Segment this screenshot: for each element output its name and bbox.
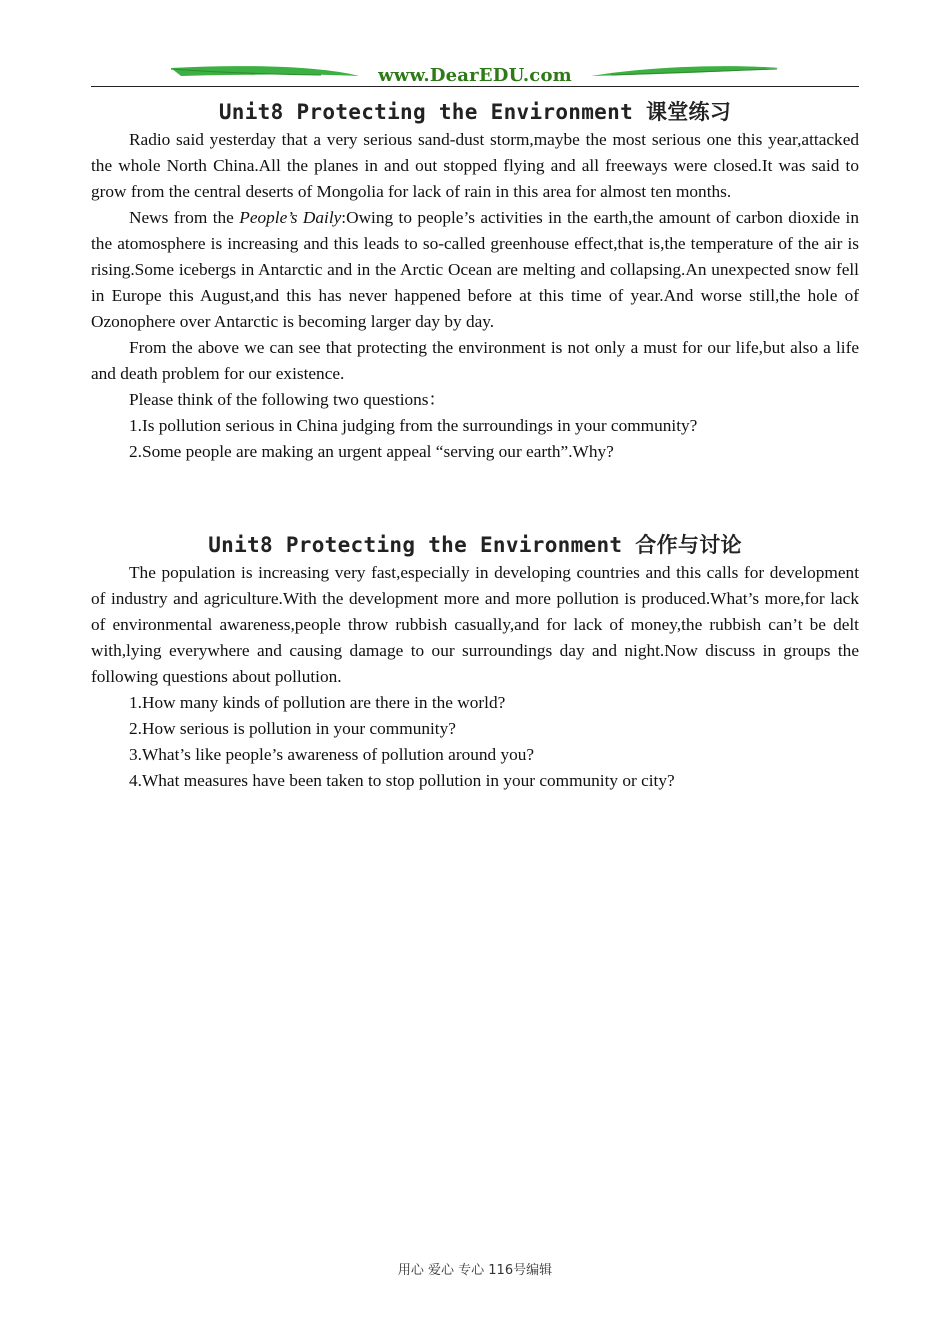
para2-prefix: News from the bbox=[129, 208, 240, 227]
section1-paragraph-3: From the above we can see that protecting the environment is not only a must for our life,but also a life and death problem for our existence. bbox=[91, 338, 859, 383]
main-content bbox=[91, 97, 859, 794]
section2-question-2: 2.How serious is pollution in your community? bbox=[129, 719, 456, 738]
newspaper-name: People’s Daily bbox=[239, 208, 342, 227]
header-rule bbox=[91, 86, 859, 87]
page-footer: 用心 爱心 专心 116号编辑 bbox=[397, 1263, 553, 1278]
header-url-logo: www.DearEDU.com bbox=[378, 65, 572, 86]
section1-title: Unit8 Protecting the Environment 课堂练习 bbox=[218, 100, 732, 124]
para2-body: :Owing to people’s activities in the earth,the amount of carbon dioxide in the atomosphere is increasing and this leads to so-called greenhouse effect,that is,the temperature of the air is rising.Some icebergs in Antarctic and in the Arctic Ocean are melting and collapsing.An unexpected snow fell in Europe this August,and this has never happened before at this time of year.And worse still,the hole of Ozonophere over Antarctic is becoming larger day by day. bbox=[91, 208, 859, 331]
section1-question-2: 2.Some people are making an urgent appeal “serving our earth”.Why? bbox=[129, 442, 614, 461]
section2-question-1: 1.How many kinds of pollution are there in the world? bbox=[129, 693, 506, 712]
section1-paragraph-1: Radio said yesterday that a very serious sand-dust storm,maybe the most serious one this year,attacked the whole North China.All the planes in and out stopped flying and all freeways were closed.It was said to grow from the central deserts of Mongolia for lack of rain in this area for almost ten months. bbox=[91, 130, 859, 201]
section2-question-4: 4.What measures have been taken to stop pollution in your community or city? bbox=[129, 771, 675, 790]
section2-paragraph-1: The population is increasing very fast,especially in developing countries and this calls for development of industry and agriculture.With the development more and more pollution is produced.What’s more,for lack of environmental awareness,people throw rubbish casually,and for lack of money,the rubbish can’t be delt with,lying everywhere and causing damage to our surroundings day and night.Now discuss in groups the following questions about pollution. bbox=[91, 563, 859, 686]
section1-prompt: Please think of the following two questions： bbox=[129, 390, 446, 409]
section-gap bbox=[91, 465, 859, 530]
section2-title: Unit8 Protecting the Environment 合作与讨论 bbox=[208, 533, 742, 557]
section1-paragraph-2 bbox=[91, 205, 859, 335]
section1-question-1: 1.Is pollution serious in China judging from the surroundings in your community? bbox=[129, 416, 698, 435]
section2-question-3: 3.What’s like people’s awareness of pollution around you? bbox=[129, 745, 535, 764]
